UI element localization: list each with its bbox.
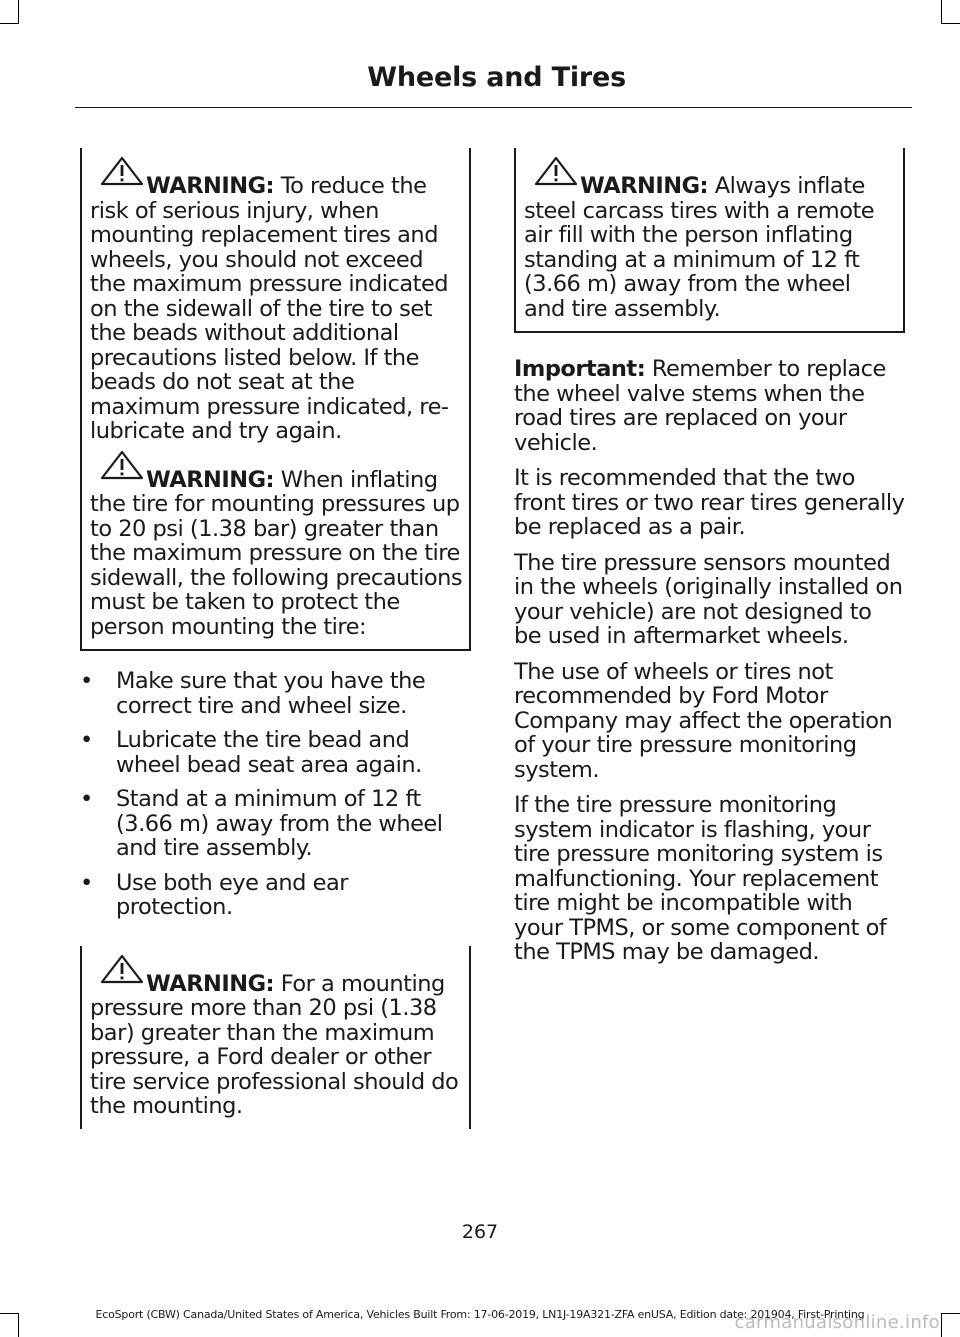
title-divider bbox=[75, 107, 912, 108]
bullet-icon: • bbox=[80, 668, 93, 694]
warning-label: WARNING: bbox=[146, 970, 275, 997]
warning-label: WARNING: bbox=[146, 466, 275, 493]
warning-triangle-icon bbox=[100, 156, 144, 186]
bullet-icon: • bbox=[80, 786, 93, 812]
warning-box bbox=[80, 444, 471, 652]
bullet-icon: • bbox=[80, 869, 93, 896]
paragraph: The use of wheels or tires not recommended by Ford Motor Company may affect the operation of your tire pressure monitoring system. bbox=[514, 658, 893, 783]
warning-text: WARNING: When inflating the tire for mounting pressures up to 20 psi (1.38 bar) greater than the maximum pressure on the tire sidewall, the following precautions must be taken to protect the person mounting the tire: bbox=[90, 466, 463, 640]
page-number: 267 bbox=[461, 1221, 499, 1243]
list-item: • Use both eye and ear protection. bbox=[80, 869, 348, 920]
warning-box bbox=[514, 148, 905, 333]
warning-label: WARNING: bbox=[580, 173, 709, 199]
list-item: • Make sure that you have the correct tire and wheel size. bbox=[80, 668, 426, 719]
important-label: Important: bbox=[514, 356, 646, 382]
crop-mark bbox=[0, 23, 19, 24]
warning-box bbox=[80, 946, 471, 1129]
warning-text: WARNING: Always inflate steel carcass tires with a remote air fill with the person inflating standing at a minimum of 12 ft (3.66 m) away from the wheel and tire assembly. bbox=[524, 173, 875, 322]
warning-triangle-icon bbox=[100, 450, 144, 480]
paragraph: The tire pressure sensors mounted in the wheels (originally installed on your vehicle) are not designed to be used in aftermarket wheels. bbox=[514, 549, 903, 649]
paragraph: It is recommended that the two front tires or two rear tires generally be replaced as a pair. bbox=[514, 465, 905, 540]
list-item: • Lubricate the tire bead and wheel bead seat area again. bbox=[80, 727, 422, 778]
footer-text: EcoSport (CBW) Canada/United States of America, Vehicles Built From: 17-06-2019, LN1J-19A321-ZFA enUSA, Edition date: 201904, First-Printing bbox=[95, 1308, 865, 1321]
warning-box bbox=[80, 148, 471, 444]
page-title: Wheels and Tires bbox=[367, 62, 626, 93]
crop-mark bbox=[941, 23, 960, 24]
list-item: • Stand at a minimum of 12 ft (3.66 m) away from the wheel and tire assembly. bbox=[80, 786, 443, 861]
body-text bbox=[514, 357, 905, 965]
warning-text: WARNING: To reduce the risk of serious injury, when mounting replacement tires and wheels, you should not exceed the maximum pressure indicated on the sidewall of the tire to set the beads without additional precautions listed below. If the beads do not seat at the maximum pressure indicated, re-lubricate and try again. bbox=[90, 173, 449, 444]
crop-mark bbox=[941, 0, 942, 24]
bullet-icon: • bbox=[80, 727, 93, 753]
watermark: carmanualsonline.info bbox=[734, 1312, 940, 1333]
warning-triangle-icon bbox=[534, 156, 578, 186]
important-note: Important: Remember to replace the wheel valve stems when the road tires are replaced on your vehicle. bbox=[514, 356, 886, 456]
left-column bbox=[80, 148, 471, 1129]
warning-text: WARNING: For a mounting pressure more than 20 psi (1.38 bar) greater than the maximum pressure, a Ford dealer or other tire service professional should do the mounting. bbox=[90, 970, 459, 1119]
warning-triangle-icon bbox=[100, 954, 144, 984]
crop-mark bbox=[18, 0, 19, 24]
precautions-list bbox=[80, 669, 471, 920]
paragraph: If the tire pressure monitoring system indicator is flashing, your tire pressure monitoring system is malfunctioning. Your replacement tire might be incompatible with your TPMS, or some component of the TPMS may be damaged. bbox=[514, 792, 887, 965]
warning-label: WARNING: bbox=[146, 173, 275, 199]
right-column bbox=[514, 148, 905, 976]
